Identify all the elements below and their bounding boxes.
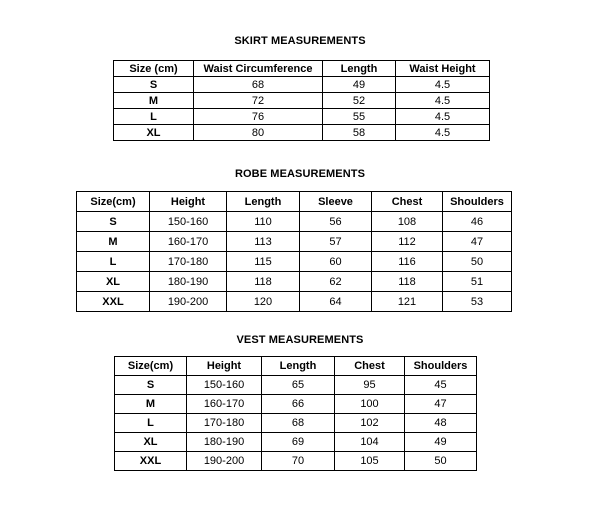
column-header: Chest	[372, 192, 443, 212]
table-cell: 52	[323, 93, 396, 109]
table-cell: 56	[300, 212, 372, 232]
table-cell: 51	[443, 272, 512, 292]
table-cell: 180-190	[150, 272, 227, 292]
table-cell: 190-200	[187, 452, 262, 471]
size-cell: S	[114, 77, 194, 93]
table-cell: 46	[443, 212, 512, 232]
column-header: Waist Circumference	[194, 61, 323, 77]
table-row	[114, 125, 490, 141]
table-cell: 108	[372, 212, 443, 232]
table-cell: 170-180	[187, 414, 262, 433]
table-cell: 4.5	[396, 125, 490, 141]
table-cell: 60	[300, 252, 372, 272]
table-cell: 100	[335, 395, 405, 414]
table-row	[115, 395, 477, 414]
table-cell: 180-190	[187, 433, 262, 452]
table-cell: 68	[262, 414, 335, 433]
size-cell: M	[115, 395, 187, 414]
size-cell: L	[114, 109, 194, 125]
column-header: Height	[187, 357, 262, 376]
table-cell: 80	[194, 125, 323, 141]
size-cell: M	[114, 93, 194, 109]
column-header: Waist Height	[396, 61, 490, 77]
table-cell: 104	[335, 433, 405, 452]
table-row	[115, 376, 477, 395]
column-header: Size(cm)	[77, 192, 150, 212]
table-cell: 160-170	[187, 395, 262, 414]
table-cell: 160-170	[150, 232, 227, 252]
table-cell: 49	[405, 433, 477, 452]
table-cell: 64	[300, 292, 372, 312]
table-cell: 55	[323, 109, 396, 125]
table-cell: 65	[262, 376, 335, 395]
table-row	[114, 77, 490, 93]
size-cell: XXL	[115, 452, 187, 471]
size-cell: S	[77, 212, 150, 232]
table-cell: 4.5	[396, 77, 490, 93]
table-cell: 150-160	[150, 212, 227, 232]
table-cell: 76	[194, 109, 323, 125]
table-row	[114, 109, 490, 125]
column-header: Size(cm)	[115, 357, 187, 376]
table-cell: 4.5	[396, 93, 490, 109]
skirt-table	[113, 60, 490, 141]
table-cell: 113	[227, 232, 300, 252]
table-header-row	[115, 357, 477, 376]
table-cell: 4.5	[396, 109, 490, 125]
column-header: Size (cm)	[114, 61, 194, 77]
table-row	[77, 292, 512, 312]
table-cell: 121	[372, 292, 443, 312]
column-header: Height	[150, 192, 227, 212]
table-cell: 120	[227, 292, 300, 312]
size-cell: XL	[114, 125, 194, 141]
skirt-title: SKIRT MEASUREMENTS	[234, 35, 366, 47]
size-cell: XL	[115, 433, 187, 452]
size-cell: M	[77, 232, 150, 252]
size-cell: L	[77, 252, 150, 272]
table-row	[77, 272, 512, 292]
column-header: Chest	[335, 357, 405, 376]
column-header: Length	[262, 357, 335, 376]
table-header-row	[77, 192, 512, 212]
size-cell: XXL	[77, 292, 150, 312]
table-cell: 50	[443, 252, 512, 272]
table-row	[77, 212, 512, 232]
table-cell: 49	[323, 77, 396, 93]
table-cell: 58	[323, 125, 396, 141]
table-cell: 190-200	[150, 292, 227, 312]
column-header: Shoulders	[443, 192, 512, 212]
table-cell: 47	[405, 395, 477, 414]
table-cell: 110	[227, 212, 300, 232]
table-cell: 150-160	[187, 376, 262, 395]
vest-table	[114, 356, 477, 471]
size-cell: S	[115, 376, 187, 395]
column-header: Length	[227, 192, 300, 212]
table-cell: 170-180	[150, 252, 227, 272]
column-header: Length	[323, 61, 396, 77]
size-cell: XL	[77, 272, 150, 292]
column-header: Sleeve	[300, 192, 372, 212]
table-row	[77, 232, 512, 252]
table-cell: 62	[300, 272, 372, 292]
table-row	[115, 414, 477, 433]
table-cell: 45	[405, 376, 477, 395]
robe-title: ROBE MEASUREMENTS	[234, 168, 366, 180]
table-cell: 68	[194, 77, 323, 93]
table-cell: 112	[372, 232, 443, 252]
table-cell: 105	[335, 452, 405, 471]
table-cell: 116	[372, 252, 443, 272]
table-row	[115, 452, 477, 471]
table-cell: 48	[405, 414, 477, 433]
table-cell: 66	[262, 395, 335, 414]
table-cell: 102	[335, 414, 405, 433]
table-cell: 70	[262, 452, 335, 471]
table-cell: 118	[227, 272, 300, 292]
table-row	[77, 252, 512, 272]
table-header-row	[114, 61, 490, 77]
robe-table	[76, 191, 512, 312]
table-cell: 115	[227, 252, 300, 272]
table-cell: 53	[443, 292, 512, 312]
table-row	[115, 433, 477, 452]
table-cell: 95	[335, 376, 405, 395]
table-cell: 72	[194, 93, 323, 109]
table-row	[114, 93, 490, 109]
vest-title: VEST MEASUREMENTS	[236, 334, 364, 346]
table-cell: 57	[300, 232, 372, 252]
table-cell: 50	[405, 452, 477, 471]
table-cell: 69	[262, 433, 335, 452]
table-cell: 118	[372, 272, 443, 292]
column-header: Shoulders	[405, 357, 477, 376]
table-cell: 47	[443, 232, 512, 252]
size-cell: L	[115, 414, 187, 433]
